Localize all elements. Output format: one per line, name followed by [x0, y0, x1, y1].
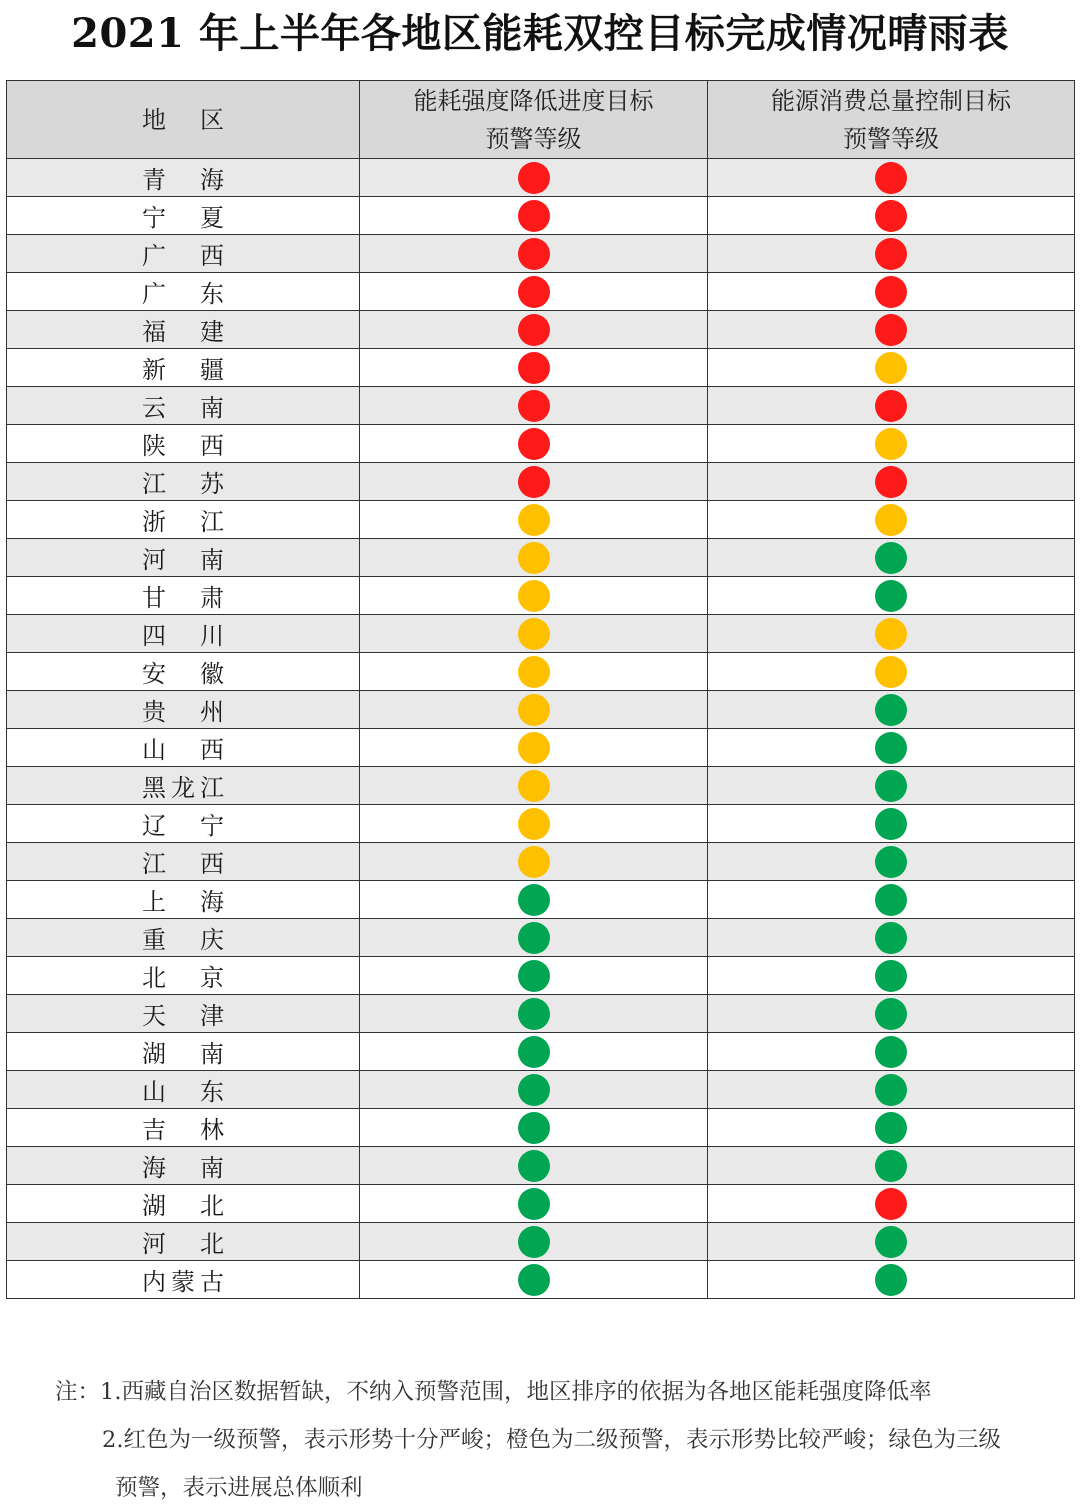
total-level-cell	[708, 1185, 1075, 1223]
region-name: 新 疆	[142, 356, 224, 384]
green-warning-dot-icon	[875, 1150, 907, 1182]
table-row	[7, 425, 1075, 463]
intensity-level-cell	[360, 501, 708, 539]
red-warning-dot-icon	[518, 428, 550, 460]
intensity-level-cell	[360, 159, 708, 197]
green-warning-dot-icon	[875, 1226, 907, 1258]
table-row	[7, 311, 1075, 349]
region-cell	[7, 919, 360, 957]
total-level-cell	[708, 539, 1075, 577]
region-name: 重 庆	[142, 926, 224, 954]
green-warning-dot-icon	[875, 960, 907, 992]
table-row	[7, 1261, 1075, 1299]
region-name: 河 南	[142, 546, 224, 574]
page-title: 2021 年上半年各地区能耗双控目标完成情况晴雨表	[71, 10, 1009, 57]
orange-warning-dot-icon	[518, 656, 550, 688]
total-level-cell	[708, 805, 1075, 843]
red-warning-dot-icon	[518, 238, 550, 270]
region-name: 广 东	[142, 280, 224, 308]
region-name: 四 川	[142, 622, 224, 650]
region-name: 湖 北	[142, 1192, 224, 1220]
red-warning-dot-icon	[875, 200, 907, 232]
table-row	[7, 1109, 1075, 1147]
red-warning-dot-icon	[875, 1188, 907, 1220]
region-cell	[7, 1071, 360, 1109]
intensity-level-cell	[360, 1185, 708, 1223]
orange-warning-dot-icon	[875, 504, 907, 536]
total-level-cell	[708, 463, 1075, 501]
region-name: 甘 肃	[142, 584, 224, 612]
region-cell	[7, 1033, 360, 1071]
table-row	[7, 1033, 1075, 1071]
red-warning-dot-icon	[518, 162, 550, 194]
table-row	[7, 957, 1075, 995]
table-row	[7, 463, 1075, 501]
orange-warning-dot-icon	[518, 808, 550, 840]
red-warning-dot-icon	[518, 200, 550, 232]
orange-warning-dot-icon	[518, 618, 550, 650]
region-cell	[7, 539, 360, 577]
table-row	[7, 235, 1075, 273]
region-cell	[7, 235, 360, 273]
region-name: 浙 江	[142, 508, 224, 536]
intensity-level-cell	[360, 805, 708, 843]
table-row	[7, 995, 1075, 1033]
table-row	[7, 1071, 1075, 1109]
table-row	[7, 1185, 1075, 1223]
region-cell	[7, 159, 360, 197]
green-warning-dot-icon	[875, 1112, 907, 1144]
total-level-cell	[708, 387, 1075, 425]
region-cell	[7, 1185, 360, 1223]
intensity-level-cell	[360, 1223, 708, 1261]
green-warning-dot-icon	[875, 998, 907, 1030]
region-name: 海 南	[142, 1154, 224, 1182]
total-level-cell	[708, 577, 1075, 615]
total-level-cell	[708, 197, 1075, 235]
total-level-cell	[708, 273, 1075, 311]
orange-warning-dot-icon	[518, 770, 550, 802]
note-line-1: 注：1.西藏自治区数据暂缺，不纳入预警范围，地区排序的依据为各地区能耗强度降低率	[55, 1379, 932, 1405]
total-level-cell	[708, 767, 1075, 805]
region-cell	[7, 1109, 360, 1147]
red-warning-dot-icon	[518, 390, 550, 422]
total-level-cell	[708, 1261, 1075, 1299]
green-warning-dot-icon	[875, 846, 907, 878]
intensity-level-cell	[360, 995, 708, 1033]
intensity-level-cell	[360, 767, 708, 805]
red-warning-dot-icon	[518, 352, 550, 384]
intensity-level-cell	[360, 235, 708, 273]
region-name: 山 东	[142, 1078, 224, 1106]
table-row	[7, 691, 1075, 729]
orange-warning-dot-icon	[518, 580, 550, 612]
red-warning-dot-icon	[875, 314, 907, 346]
total-level-cell	[708, 1147, 1075, 1185]
table-body	[7, 159, 1075, 1299]
table-row	[7, 539, 1075, 577]
region-name: 黑龙江	[142, 774, 224, 802]
orange-warning-dot-icon	[518, 694, 550, 726]
region-name: 内蒙古	[142, 1268, 224, 1296]
orange-warning-dot-icon	[875, 618, 907, 650]
orange-warning-dot-icon	[518, 732, 550, 764]
region-cell	[7, 1147, 360, 1185]
green-warning-dot-icon	[875, 1036, 907, 1068]
intensity-level-cell	[360, 1261, 708, 1299]
intensity-level-cell	[360, 463, 708, 501]
region-name: 云 南	[142, 394, 224, 422]
table-row	[7, 273, 1075, 311]
intensity-level-cell	[360, 197, 708, 235]
orange-warning-dot-icon	[518, 504, 550, 536]
orange-warning-dot-icon	[518, 542, 550, 574]
region-name: 河 北	[142, 1230, 224, 1258]
total-level-cell	[708, 311, 1075, 349]
green-warning-dot-icon	[875, 1074, 907, 1106]
region-cell	[7, 273, 360, 311]
region-cell	[7, 197, 360, 235]
green-warning-dot-icon	[875, 1264, 907, 1296]
total-level-cell	[708, 995, 1075, 1033]
table-row	[7, 387, 1075, 425]
region-cell	[7, 691, 360, 729]
total-level-cell	[708, 919, 1075, 957]
intensity-level-cell	[360, 1071, 708, 1109]
intensity-level-cell	[360, 539, 708, 577]
region-name: 陕 西	[142, 432, 224, 460]
region-cell	[7, 463, 360, 501]
green-warning-dot-icon	[518, 1226, 550, 1258]
region-name: 广 西	[142, 242, 224, 270]
green-warning-dot-icon	[518, 960, 550, 992]
green-warning-dot-icon	[875, 770, 907, 802]
orange-warning-dot-icon	[875, 352, 907, 384]
red-warning-dot-icon	[518, 314, 550, 346]
table-row	[7, 805, 1075, 843]
green-warning-dot-icon	[518, 1264, 550, 1296]
region-cell	[7, 501, 360, 539]
table-row	[7, 919, 1075, 957]
total-level-cell	[708, 349, 1075, 387]
green-warning-dot-icon	[518, 1150, 550, 1182]
table-row	[7, 197, 1075, 235]
table-row	[7, 767, 1075, 805]
region-cell	[7, 425, 360, 463]
table-row	[7, 159, 1075, 197]
region-cell	[7, 1261, 360, 1299]
table-row	[7, 653, 1075, 691]
green-warning-dot-icon	[875, 808, 907, 840]
intensity-level-cell	[360, 311, 708, 349]
intensity-level-cell	[360, 1147, 708, 1185]
intensity-level-cell	[360, 387, 708, 425]
intensity-level-cell	[360, 273, 708, 311]
intensity-level-cell	[360, 349, 708, 387]
total-level-cell	[708, 501, 1075, 539]
green-warning-dot-icon	[875, 694, 907, 726]
region-cell	[7, 957, 360, 995]
region-name: 江 西	[142, 850, 224, 878]
red-warning-dot-icon	[875, 238, 907, 270]
red-warning-dot-icon	[518, 466, 550, 498]
red-warning-dot-icon	[518, 276, 550, 308]
table-header-row	[7, 81, 1075, 159]
total-level-cell	[708, 843, 1075, 881]
total-level-cell	[708, 1071, 1075, 1109]
table-row	[7, 501, 1075, 539]
total-level-cell	[708, 957, 1075, 995]
green-warning-dot-icon	[875, 884, 907, 916]
table-row	[7, 843, 1075, 881]
header-region: 地 区	[7, 81, 360, 159]
green-warning-dot-icon	[518, 1188, 550, 1220]
region-cell	[7, 653, 360, 691]
note-line-3: 预警，表示进展总体顺利	[115, 1475, 363, 1501]
total-level-cell	[708, 729, 1075, 767]
red-warning-dot-icon	[875, 276, 907, 308]
red-warning-dot-icon	[875, 390, 907, 422]
green-warning-dot-icon	[875, 922, 907, 954]
red-warning-dot-icon	[875, 466, 907, 498]
region-name: 北 京	[142, 964, 224, 992]
table-row	[7, 1147, 1075, 1185]
total-level-cell	[708, 1033, 1075, 1071]
green-warning-dot-icon	[518, 1074, 550, 1106]
region-cell	[7, 311, 360, 349]
region-cell	[7, 881, 360, 919]
region-cell	[7, 805, 360, 843]
intensity-level-cell	[360, 577, 708, 615]
region-cell	[7, 1223, 360, 1261]
intensity-level-cell	[360, 425, 708, 463]
total-level-cell	[708, 653, 1075, 691]
total-level-cell	[708, 1223, 1075, 1261]
green-warning-dot-icon	[518, 884, 550, 916]
intensity-level-cell	[360, 843, 708, 881]
region-cell	[7, 615, 360, 653]
region-name: 湖 南	[142, 1040, 224, 1068]
intensity-level-cell	[360, 957, 708, 995]
red-warning-dot-icon	[875, 162, 907, 194]
table-row	[7, 615, 1075, 653]
total-level-cell	[708, 425, 1075, 463]
total-level-cell	[708, 881, 1075, 919]
region-name: 天 津	[142, 1002, 224, 1030]
table-row	[7, 729, 1075, 767]
intensity-level-cell	[360, 881, 708, 919]
region-name: 贵 州	[142, 698, 224, 726]
region-cell	[7, 729, 360, 767]
intensity-level-cell	[360, 653, 708, 691]
region-name: 辽 宁	[142, 812, 224, 840]
header-total: 能源消费总量控制目标 预警等级	[708, 81, 1075, 159]
orange-warning-dot-icon	[875, 656, 907, 688]
note-line-2: 2.红色为一级预警，表示形势十分严峻；橙色为二级预警，表示形势比较严峻；绿色为三级	[102, 1427, 1001, 1453]
region-name: 吉 林	[142, 1116, 224, 1144]
total-level-cell	[708, 615, 1075, 653]
intensity-level-cell	[360, 691, 708, 729]
intensity-level-cell	[360, 1033, 708, 1071]
intensity-level-cell	[360, 729, 708, 767]
table-row	[7, 881, 1075, 919]
table-row	[7, 1223, 1075, 1261]
region-cell	[7, 843, 360, 881]
region-name: 上 海	[142, 888, 224, 916]
region-cell	[7, 995, 360, 1033]
intensity-level-cell	[360, 1109, 708, 1147]
region-cell	[7, 387, 360, 425]
warning-table	[6, 80, 1075, 1299]
region-cell	[7, 349, 360, 387]
green-warning-dot-icon	[518, 998, 550, 1030]
orange-warning-dot-icon	[875, 428, 907, 460]
green-warning-dot-icon	[518, 922, 550, 954]
total-level-cell	[708, 1109, 1075, 1147]
green-warning-dot-icon	[518, 1112, 550, 1144]
region-name: 山 西	[142, 736, 224, 764]
orange-warning-dot-icon	[518, 846, 550, 878]
region-cell	[7, 767, 360, 805]
table-row	[7, 349, 1075, 387]
region-name: 安 徽	[142, 660, 224, 688]
total-level-cell	[708, 235, 1075, 273]
region-name: 福 建	[142, 318, 224, 346]
green-warning-dot-icon	[518, 1036, 550, 1068]
green-warning-dot-icon	[875, 732, 907, 764]
header-intensity: 能耗强度降低进度目标 预警等级	[360, 81, 708, 159]
region-name: 江 苏	[142, 470, 224, 498]
table-row	[7, 577, 1075, 615]
region-name: 宁 夏	[142, 204, 224, 232]
total-level-cell	[708, 691, 1075, 729]
total-level-cell	[708, 159, 1075, 197]
green-warning-dot-icon	[875, 580, 907, 612]
region-cell	[7, 577, 360, 615]
intensity-level-cell	[360, 615, 708, 653]
intensity-level-cell	[360, 919, 708, 957]
green-warning-dot-icon	[875, 542, 907, 574]
region-name: 青 海	[142, 166, 224, 194]
